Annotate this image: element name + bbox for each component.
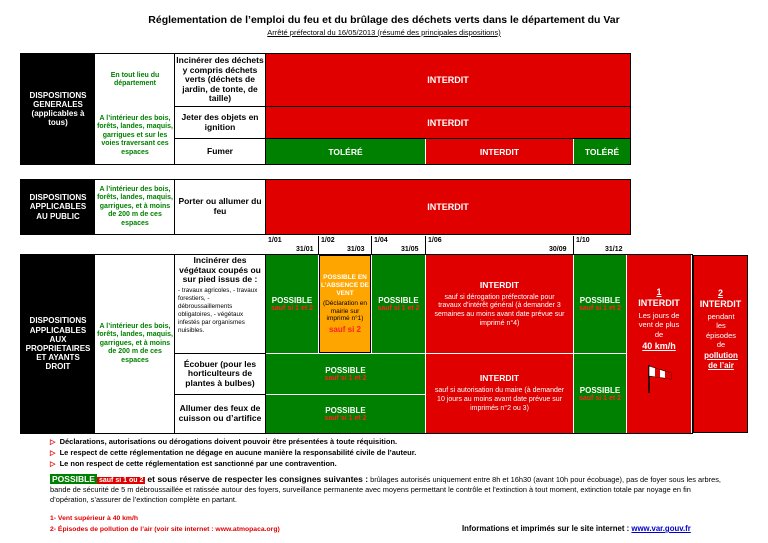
condition-body: Les jours de vent de plus de — [638, 311, 680, 339]
condition-number: 2 — [717, 288, 723, 298]
activity-fumer: Fumer — [207, 145, 233, 156]
date-start: 1/10 — [576, 237, 590, 244]
status-possible — [574, 354, 626, 433]
condition-note: sauf si 1 et 2 — [324, 375, 367, 382]
activity-incinerer-vegetaux — [176, 256, 264, 352]
date-start: 1/06 — [428, 237, 442, 244]
possible-label: POSSIBLE — [271, 296, 313, 305]
sauf-badge: sauf si 1 ou 2 — [98, 477, 144, 484]
possible-label: POSSIBLE — [325, 406, 366, 415]
date-start: 1/02 — [321, 237, 335, 244]
condition-note: sauf si 1 et 2 — [377, 305, 420, 312]
activity-ecobuer: Écobuer (pour les horticulteurs de plantes à bulbes) — [183, 358, 257, 388]
info-link[interactable]: www.var.gouv.fr — [631, 524, 691, 533]
section3-scope: A l’intérieur des bois, forêts, landes, maquis, garrigues, et à moins de 200 m de ces espaces — [97, 323, 173, 364]
condition-note: sauf si 1 et 2 — [578, 394, 622, 402]
triangle-icon: ▷ — [50, 439, 56, 446]
divider — [175, 106, 266, 107]
status-possible — [266, 395, 425, 433]
info-label: Informations et imprimés sur le site internet : — [462, 524, 630, 533]
consignes-title: et sous réserve de respecter les consignes suivantes : — [147, 474, 369, 484]
possible-badge: POSSIBLE — [52, 474, 95, 484]
condition-pollution — [693, 255, 748, 433]
footnote-pollution: 2- Épisodes de pollution de l’air (voir site internet : www.atmopaca.org) — [50, 526, 280, 533]
activity-incinerer: Incinérer des déchets y compris déchets verts (déchets de jardin, de tonte, de taille) — [176, 55, 264, 104]
date-start: 1/04 — [374, 237, 388, 244]
status-possible — [372, 255, 425, 353]
section3-label: DISPOSITIONS APPLICABLES AUX PROPRIETAIRES ET AYANTS DROIT — [21, 255, 95, 433]
status-possible — [574, 255, 626, 353]
condition-note: sauf si 1 et 2 — [270, 305, 314, 312]
condition-note: sauf si 1 et 2 — [578, 305, 622, 312]
condition-speed: 40 km/h — [642, 341, 676, 351]
possible-label: POSSIBLE — [325, 366, 366, 375]
status-interdit-autorisation — [426, 354, 573, 433]
page-subtitle: Arrêté préfectoral du 16/05/2013 (résumé des principales dispositions) — [267, 28, 501, 37]
status-interdit: INTERDIT — [266, 107, 630, 138]
note-text: Déclarations, autorisations ou dérogations doivent pouvoir être présentées à toute réquisition. — [59, 437, 398, 446]
triangle-icon: ▷ — [50, 450, 56, 457]
divider — [425, 236, 426, 254]
date-end: 31/05 — [401, 246, 419, 253]
condition-note: sauf si 1 et 2 — [324, 415, 367, 422]
divider — [573, 236, 574, 254]
status-interdit: INTERDIT — [266, 180, 630, 234]
note-item — [50, 459, 690, 468]
date-start: 1/01 — [268, 237, 282, 244]
activity-porter-feu: Porter ou allumer du feu — [178, 196, 262, 216]
divider — [318, 236, 319, 254]
date-end: 31/12 — [605, 246, 623, 253]
condition-link: pollution de l’air — [704, 351, 738, 370]
possible-label: POSSIBLE — [579, 385, 621, 395]
footnote-vent: 1- Vent supérieur à 40 km/h — [50, 515, 139, 522]
section2-label: DISPOSITIONS APPLICABLES AU PUBLIC — [21, 180, 95, 234]
status-possible-sans-vent — [319, 255, 371, 353]
condition-number: 1 — [656, 287, 662, 297]
notes-list — [50, 437, 690, 468]
divider — [175, 138, 266, 139]
date-end: 31/03 — [347, 246, 365, 253]
interdit-title: INTERDIT — [479, 373, 520, 384]
date-end: 31/01 — [296, 246, 314, 253]
note-text: Le non respect de cette réglementation est sanctionné par une contravention. — [59, 459, 337, 468]
date-end: 30/09 — [549, 246, 567, 253]
status-interdit-derogation — [426, 255, 573, 353]
triangle-icon: ▷ — [50, 461, 56, 468]
consignes-text: brûlages autorisés uniquement entre 8h et 16h30 (avant 10h pour écobuage), pas de foyer sous les arbres, bande de sécurité de 5 m débroussaillée et ratissée autour des foyers, surveillance permanente avec moyens permettant le contrôle et l’extinction à tout moment, extinction totale par noyage en fin d’opération, s’assurer de l’extinction complète en partant. — [50, 475, 721, 504]
orange-head: POSSIBLE EN L’ABSENCE DE VENT — [320, 274, 370, 297]
condition-title: INTERDIT — [699, 299, 742, 309]
interdit-title: INTERDIT — [479, 279, 520, 290]
consignes — [50, 474, 722, 504]
section2-scope: A l’intérieur des bois, forêts, landes, maquis, garrigues, et à moins de 200 m de ces espaces — [97, 186, 173, 227]
condition-body: pendant les épisodes de — [705, 312, 737, 350]
condition-note: sauf si 2 — [328, 324, 361, 334]
possible-label: POSSIBLE — [579, 296, 621, 305]
possible-label: POSSIBLE — [378, 296, 419, 305]
section1-scope-forest: A l’intérieur des bois, forêts, landes, maquis, garrigues et sur les voies traversant ces espaces — [97, 115, 173, 156]
activity-items: - travaux agricoles, - travaux forestiers, - débroussaillements obligatoires, - végétaux infestés par organismes nuisibles. — [178, 286, 258, 335]
section1-label: DISPOSITIONS GENERALES (applicables à tous) — [21, 54, 95, 164]
interdit-body: sauf si autorisation du maire (à demander 10 jours au moins avant date prévue sur imprimés n°2 ou 3) — [434, 387, 565, 412]
note-item — [50, 437, 690, 446]
condition-title: INTERDIT — [638, 298, 680, 308]
note-text: Le respect de cette réglementation ne dégage en aucune manière la responsabilité civile de l’auteur. — [59, 448, 417, 457]
info-line — [462, 524, 691, 533]
page-title: Réglementation de l’emploi du feu et du brûlage des déchets verts dans le département du Var — [148, 14, 620, 26]
section1-scope-all: En tout lieu du département — [110, 71, 160, 87]
activity-feux-cuisson: Allumer des feux de cuisson ou d’artifice — [178, 403, 262, 423]
condition-vent — [627, 255, 691, 433]
status-tolere: TOLÉRÉ — [574, 139, 630, 164]
windsock-icon — [647, 363, 673, 393]
orange-body: (Déclaration en mairie sur imprimé n°1) — [322, 300, 368, 323]
status-possible — [266, 354, 425, 394]
status-possible — [266, 255, 318, 353]
status-tolere: TOLÉRÉ — [266, 139, 425, 164]
status-interdit: INTERDIT — [426, 139, 573, 164]
note-item — [50, 448, 690, 457]
activity-jeter: Jeter des objets en ignition — [181, 111, 259, 132]
status-interdit: INTERDIT — [266, 54, 630, 106]
activity-title: Incinérer des végétaux coupés ou sur pied issus de : — [179, 255, 261, 285]
interdit-body: sauf si dérogation préfectorale pour travaux d’intérêt général (à demander 3 semaines au moins avant date prévue sur imprimé n°4) — [434, 293, 565, 327]
divider — [371, 236, 372, 254]
